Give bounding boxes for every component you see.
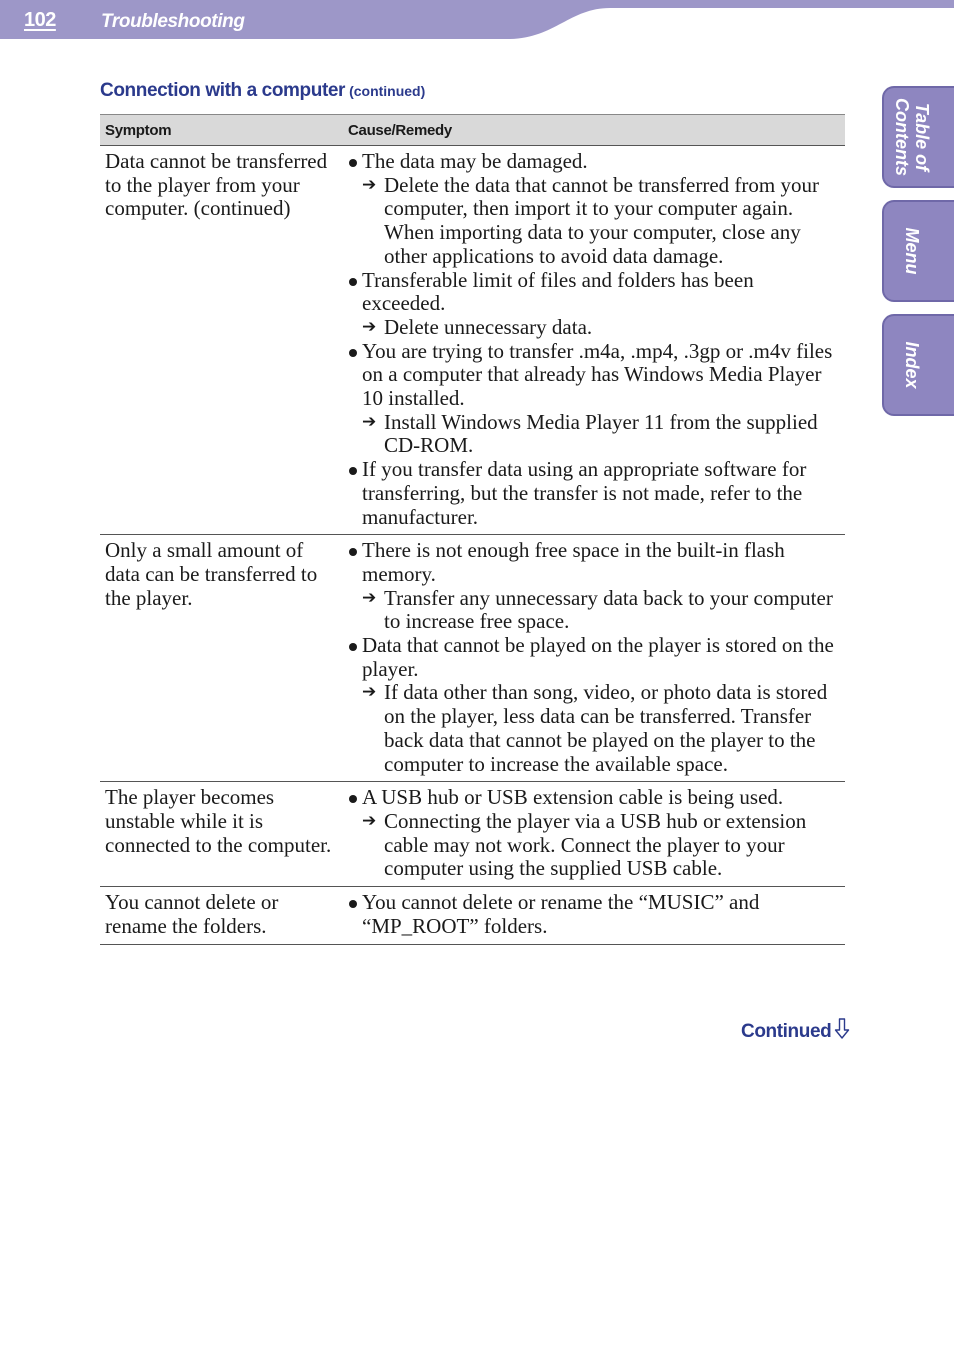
remedy-item — [348, 411, 840, 458]
arrow-right-icon: ➔ — [362, 411, 377, 432]
remedy-text: Install Windows Media Player 11 from the supplied CD-ROM. — [384, 409, 818, 458]
tab-table-of-contents[interactable] — [882, 86, 954, 188]
table-row — [100, 535, 845, 782]
remedy-item — [348, 316, 840, 340]
section-title: Troubleshooting — [101, 11, 245, 32]
column-header-cause-remedy: Cause/Remedy — [343, 115, 845, 146]
remedy-item — [348, 810, 840, 881]
continued-label: Continued — [741, 1021, 832, 1042]
remedy-item — [348, 681, 840, 776]
remedy-item — [348, 587, 840, 634]
tab-index-label: Index — [902, 341, 922, 389]
cause-item: You cannot delete or rename the “MUSIC” and “MP_ROOT” folders. — [348, 891, 840, 938]
remedy-text: Delete unnecessary data. — [384, 314, 593, 339]
remedy-cell — [343, 535, 845, 782]
heading-suffix: (continued) — [349, 83, 426, 99]
cause-item: A USB hub or USB extension cable is being used. — [348, 786, 840, 810]
symptom-cell: You cannot delete or rename the folders. — [100, 887, 343, 944]
arrow-down-icon — [834, 1018, 850, 1040]
remedy-cell — [343, 782, 845, 887]
section-heading — [100, 80, 425, 102]
tab-index[interactable] — [882, 314, 954, 416]
remedy-cell — [343, 146, 845, 535]
page-number: 102 — [24, 9, 56, 31]
table-row — [100, 146, 845, 535]
arrow-right-icon: ➔ — [362, 810, 377, 831]
remedy-text: If data other than song, video, or photo data is stored on the player, less data can be transferred. Transfer back data that cannot be played on the player to the computer to increase the available space. — [384, 680, 828, 776]
table-row — [100, 887, 845, 944]
tab-menu-label: Menu — [902, 227, 922, 275]
remedy-item — [348, 174, 840, 269]
page-header — [0, 0, 954, 40]
cause-item: If you transfer data using an appropriate software for transferring, but the transfer is not made, refer to the manufacturer. — [348, 458, 840, 529]
cause-item: You are trying to transfer .m4a, .mp4, .3gp or .m4v files on a computer that already has Windows Media Player 10 installed. — [348, 340, 840, 411]
table-row — [100, 782, 845, 887]
troubleshooting-table — [100, 114, 845, 945]
remedy-text: Delete the data that cannot be transferred from your computer, then import it to your computer again. When importing data to your computer, close any other applications to avoid data damage. — [384, 172, 819, 268]
remedy-text: Connecting the player via a USB hub or extension cable may not work. Connect the player to your computer using the supplied USB cable. — [384, 808, 807, 881]
remedy-cell — [343, 887, 845, 944]
tab-menu[interactable] — [882, 200, 954, 302]
symptom-cell: Only a small amount of data can be transferred to the player. — [100, 535, 343, 782]
column-header-symptom: Symptom — [100, 115, 343, 146]
continued-link[interactable] — [741, 1018, 850, 1043]
cause-item: The data may be damaged. — [348, 150, 840, 174]
heading-title: Connection with a computer — [100, 80, 346, 101]
arrow-right-icon: ➔ — [362, 316, 377, 337]
cause-item: Data that cannot be played on the player is stored on the player. — [348, 634, 840, 681]
arrow-right-icon: ➔ — [362, 174, 377, 195]
remedy-text: Transfer any unnecessary data back to your computer to increase free space. — [384, 585, 833, 634]
symptom-cell: The player becomes unstable while it is connected to the computer. — [100, 782, 343, 887]
symptom-cell: Data cannot be transferred to the player from your computer. (continued) — [100, 146, 343, 535]
table-header-row — [100, 115, 845, 146]
arrow-right-icon: ➔ — [362, 682, 377, 703]
tab-table-of-contents-label: Table of Contents — [892, 98, 932, 176]
arrow-right-icon: ➔ — [362, 587, 377, 608]
cause-item: There is not enough free space in the built-in flash memory. — [348, 539, 840, 586]
cause-item: Transferable limit of files and folders has been exceeded. — [348, 269, 840, 316]
